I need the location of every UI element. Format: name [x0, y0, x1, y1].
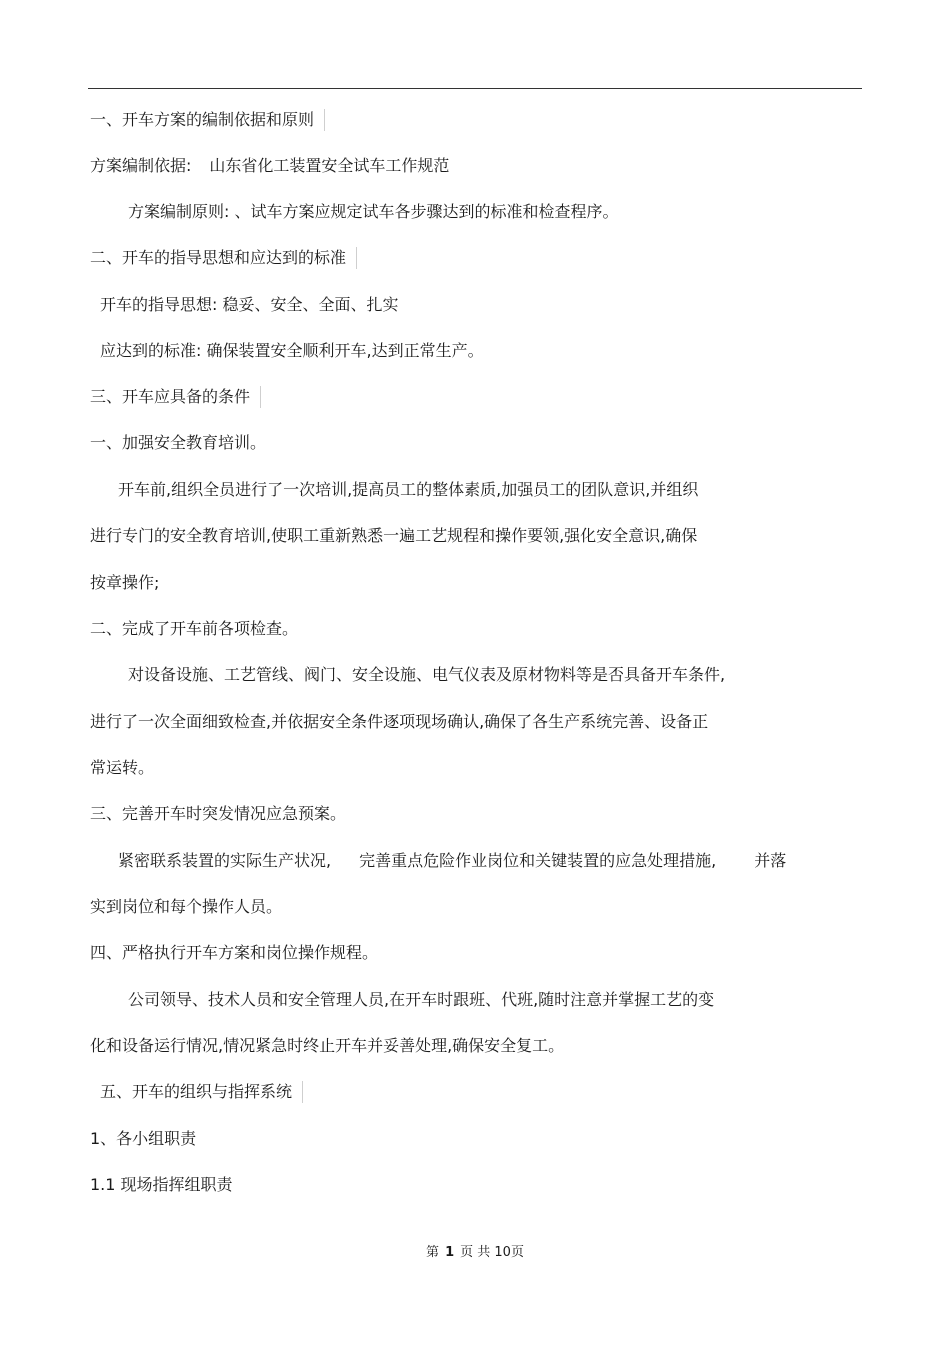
basis-line	[90, 155, 449, 177]
footer-middle: 页 共	[460, 1245, 491, 1260]
item3-title: 三、完善开车时突发情况应急预案。	[90, 804, 347, 823]
item4-para-line2: 化和设备运行情况,情况紧急时终止开车并妥善处理,确保安全复工。	[90, 1036, 565, 1055]
footer-prefix: 第	[426, 1245, 440, 1260]
item2-para-line2: 进行了一次全面细致检查,并依据安全条件逐项现场确认,确保了各生产系统完善、设备正	[90, 712, 709, 731]
item2-title: 二、完成了开车前各项检查。	[90, 619, 299, 638]
section-heading-5: 五、开车的组织与指挥系统	[100, 1081, 303, 1103]
item1-para-line2: 进行专门的安全教育培训,使职工重新熟悉一遍工艺规程和操作要领,强化安全意识,确保	[90, 526, 698, 545]
item2-para-line1: 对设备设施、工艺管线、阀门、安全设施、电气仪表及原材物料等是否具备开车条件,	[128, 665, 726, 684]
subsection-1: 1、各小组职责	[90, 1129, 197, 1148]
subsection-1-1: 1.1 现场指挥组职责	[90, 1175, 233, 1194]
principle-line: 方案编制原则: 、试车方案应规定试车各步骤达到的标准和检查程序。	[128, 202, 619, 221]
page-footer	[0, 1244, 950, 1262]
basis-label: 方案编制依据:	[90, 156, 192, 175]
footer-total: 10	[494, 1245, 511, 1260]
item4-title: 四、严格执行开车方案和岗位操作规程。	[90, 943, 379, 962]
section-heading-3: 三、开车应具备的条件	[90, 386, 261, 408]
footer-page-number: 1	[445, 1245, 455, 1260]
item2-para-line3: 常运转。	[90, 758, 155, 777]
item4-para-line1: 公司领导、技术人员和安全管理人员,在开车时跟班、代班,随时注意并掌握工艺的变	[128, 990, 715, 1009]
item3-para-part-b: 完善重点危险作业岗位和关键装置的应急处理措施,	[359, 851, 717, 870]
standard-line: 应达到的标准: 确保装置安全顺利开车,达到正常生产。	[100, 341, 484, 360]
item3-para-line2: 实到岗位和每个操作人员。	[90, 897, 283, 916]
basis-value: 山东省化工装置安全试车工作规范	[209, 156, 450, 175]
item1-para-line3: 按章操作;	[90, 573, 160, 592]
section-heading-1: 一、开车方案的编制依据和原则	[90, 109, 325, 131]
item3-para-part-a: 紧密联系装置的实际生产状况,	[118, 851, 332, 870]
item1-para-line1: 开车前,组织全员进行了一次培训,提高员工的整体素质,加强员工的团队意识,并组织	[118, 480, 699, 499]
footer-suffix: 页	[510, 1245, 524, 1260]
item1-title: 一、加强安全教育培训。	[90, 433, 267, 452]
guide-line: 开车的指导思想: 稳妥、安全、全面、扎实	[100, 295, 399, 314]
header-rule	[88, 88, 862, 89]
item3-para-line1	[118, 850, 786, 872]
section-heading-2: 二、开车的指导思想和应达到的标准	[90, 247, 357, 269]
item3-para-part-c: 并落	[754, 851, 787, 870]
